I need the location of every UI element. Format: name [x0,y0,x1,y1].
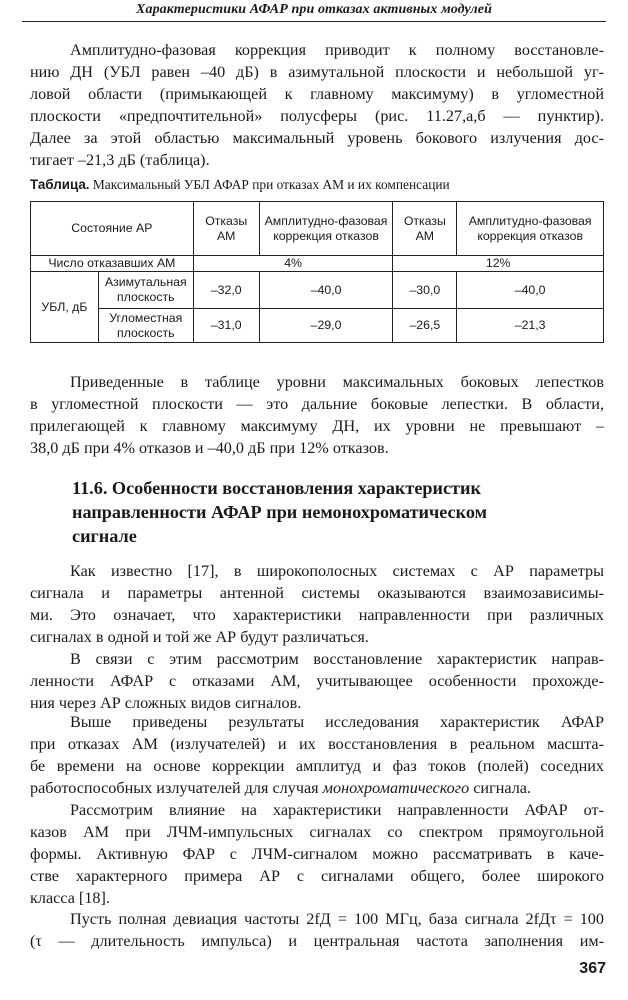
text-line: в угломестной плоскости — это дальние боковые лепестки. В области, [30,395,604,413]
header-corr-b: Амплитудно-фазовая коррекция отказов [457,202,604,256]
text-line: формы. Активную ФАР с ЛЧМ-сигналом можно рассматривать в каче- [30,845,604,863]
table-caption-label: Таблица. [30,177,90,192]
section-heading-line: сигнале [72,526,137,546]
header-corr-a: Амплитудно-фазовая коррекция отказов [259,202,393,256]
paragraph-7 [30,908,604,952]
paragraph-2 [30,371,604,459]
ubl-label: УБЛ, дБ [31,272,99,343]
table-cell: –32,0 [193,272,259,309]
paragraph-3 [30,560,604,648]
paragraph-4 [30,648,604,714]
text-line: бе времени на основе коррекции амплитуд и фаз токов (полей) соседних [30,757,604,775]
text-line: Как известно [17], в широкополосных системах с АР параметры [70,562,604,580]
text-line: при отказах АМ (излучателей) и их восстановления в реальном масшта- [30,735,604,753]
text-line: стве характерного примера АР с сигналами общего, более широкого [30,867,604,885]
text-line: Пусть полная девиация частоты 2fД = 100 МГц, база сигнала 2fДτ = 100 [70,910,604,928]
text-line: тигает –21,3 дБ (таблица). [30,151,210,169]
text-line: сигнала и параметры антенной системы оказываются взаимозависимы- [30,584,604,602]
section-heading-line: направленности АФАР при немонохроматическом [72,502,488,522]
text-fragment: сигнала. [469,779,532,797]
page-number: 367 [579,960,606,977]
text-line: прилегающей к главному максимуму ДН, их уровни не превышают – [30,417,604,435]
table-cell: –21,3 [457,309,604,343]
text-line: нию ДН (УБЛ равен –40 дБ) в азимутальной плоскости и небольшой уг- [30,63,604,81]
running-title: Характеристики АФАР при отказах активных модулей [136,2,492,17]
table-cell: –40,0 [259,272,393,309]
paragraph-6 [30,799,604,909]
plane-elevation: Угломестная плоскость [98,309,193,343]
count-label: Число отказавших АМ [31,256,194,272]
text-line: плоскости «предпочтительной» полусферы (рис. 11.27,а,б — пунктир). [30,107,604,125]
table-caption-text: Максимальный УБЛ АФАР при отказах АМ и их компенсации [89,177,450,192]
paragraph-1 [30,39,604,171]
text-line [30,777,604,799]
data-table [30,201,604,343]
text-line: Приведенные в таблице уровни максимальных боковых лепестков [70,373,604,391]
header-fail-a: Отказы АМ [193,202,259,256]
section-heading-line: 11.6. Особенности восстановления характеристик [72,478,481,498]
text-fragment: работоспособных излучателей для случая [30,779,323,797]
text-line: класса [18]. [30,889,110,907]
table-cell: –31,0 [193,309,259,343]
text-line: Амплитудно-фазовая коррекция приводит к полному восстановле- [70,41,604,59]
text-line: Выше приведены результаты исследования характеристик АФАР [70,713,604,731]
text-line: Далее за этой областью максимальный уровень бокового излучения дос- [30,129,604,147]
plane-azimuth: Азимутальная плоскость [98,272,193,309]
header-fail-b: Отказы АМ [393,202,457,256]
text-line: В связи с этим рассмотрим восстановление характеристик направ- [70,650,604,668]
count-b: 12% [393,256,604,272]
header-rule [22,21,606,22]
section-heading [72,476,592,548]
paragraph-5 [30,711,604,799]
header-state: Состояние АР [31,202,194,256]
text-line: ми. Это означает, что характеристики направленности при различных [30,606,604,624]
text-line: ния через АР сложных видов сигналов. [30,694,302,712]
text-line: ленности АФАР с отказами АМ, учитывающее особенности прохожде- [30,672,604,690]
table-caption [30,177,450,193]
table-cell: –40,0 [457,272,604,309]
text-line: Рассмотрим влияние на характеристики направленности АФАР от- [70,801,604,819]
italic-term: монохроматического [322,779,470,797]
count-a: 4% [193,256,393,272]
table-cell: –30,0 [393,272,457,309]
text-line: сигналах в одной и той же АР будут различаться. [30,628,369,646]
text-line: 38,0 дБ при 4% отказов и –40,0 дБ при 12% отказов. [30,439,389,457]
running-header [0,0,628,22]
text-line: казов АМ при ЛЧМ-импульсных сигналах со спектром прямоугольной [30,823,604,841]
table-cell: –29,0 [259,309,393,343]
text-line: ловой области (примыкающей к главному максимуму) в угломестной [30,85,604,103]
text-line: (τ — длительность импульса) и центральная частота заполнения им- [30,932,604,950]
table-cell: –26,5 [393,309,457,343]
